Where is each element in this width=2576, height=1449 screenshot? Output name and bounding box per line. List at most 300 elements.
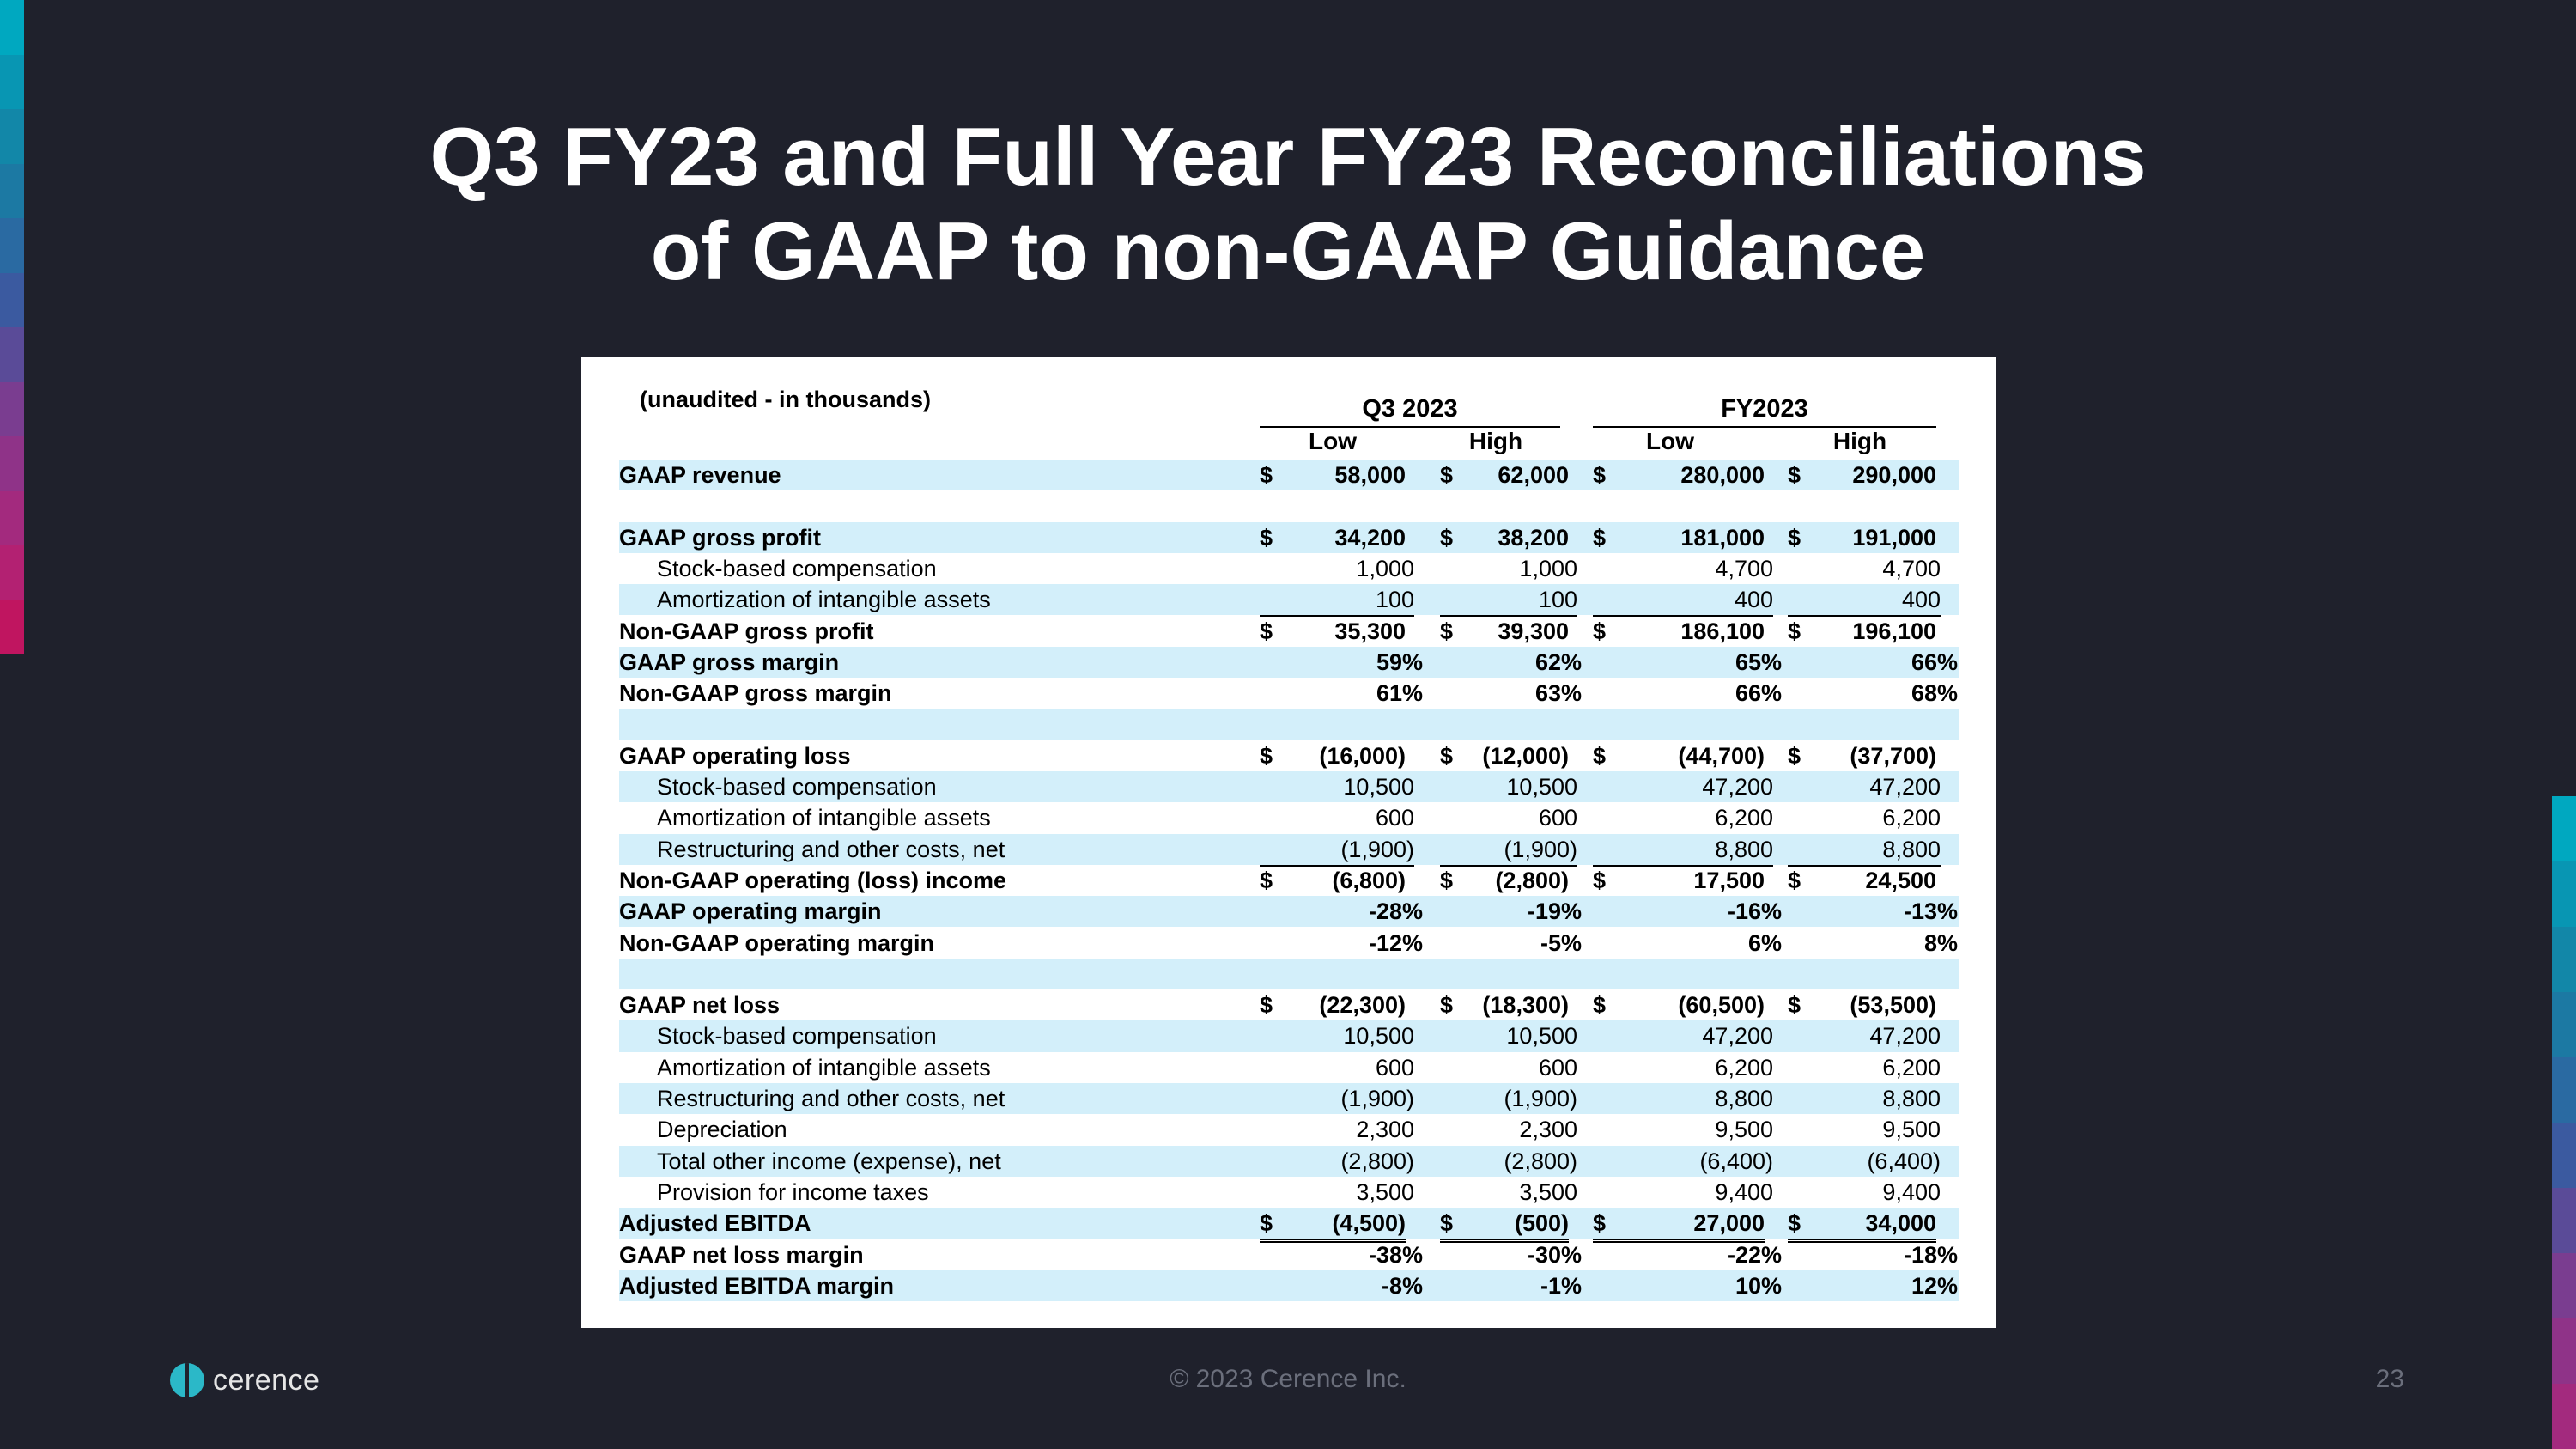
value-cell <box>1440 1020 1577 1051</box>
dollar-sign: $ <box>1593 1210 1607 1237</box>
cell-value: 9,500 <box>1715 1117 1773 1143</box>
row-label: Stock-based compensation <box>657 555 937 581</box>
value-cell <box>1440 553 1577 584</box>
value-cell <box>1593 460 1765 490</box>
value-cell <box>1260 834 1414 867</box>
strip-segment <box>2552 992 2576 1057</box>
value-cell <box>1593 1177 1773 1209</box>
value-cell <box>1788 553 1941 584</box>
value-cell <box>1440 1270 1582 1301</box>
value-cell <box>1440 616 1569 651</box>
value-cell <box>1260 1114 1414 1145</box>
value-cell <box>1788 1020 1941 1051</box>
table-row <box>619 834 1959 865</box>
value-cell <box>1440 1083 1577 1114</box>
value-cell <box>1593 1020 1773 1051</box>
strip-segment <box>2552 1123 2576 1188</box>
value-cell <box>1788 1114 1941 1145</box>
dollar-sign: $ <box>1788 867 1801 893</box>
table-row <box>619 1052 1959 1083</box>
title-line-2: of GAAP to non-GAAP Guidance <box>650 205 1926 297</box>
dollar-sign: $ <box>1260 524 1273 551</box>
strip-segment <box>2552 796 2576 861</box>
row-label: Adjusted EBITDA margin <box>619 1272 895 1299</box>
unaudited-note: (unaudited - in thousands) <box>640 387 931 412</box>
cell-value: -19% <box>1527 898 1582 925</box>
dollar-sign: $ <box>1440 618 1454 644</box>
value-cell <box>1440 865 1569 900</box>
cell-value: 6,200 <box>1882 1054 1941 1081</box>
cell-value: -30% <box>1527 1241 1582 1268</box>
row-label: GAAP operating loss <box>619 742 851 769</box>
value-cell <box>1788 1177 1941 1209</box>
table-row <box>619 709 1959 740</box>
value-cell <box>1440 1114 1577 1145</box>
value-cell <box>1593 1146 1773 1177</box>
cell-value: -38% <box>1368 1241 1423 1268</box>
table-row <box>619 1239 1959 1270</box>
strip-segment <box>0 545 24 600</box>
dollar-sign: $ <box>1788 462 1801 488</box>
dollar-sign: $ <box>1593 462 1607 488</box>
value-cell <box>1788 771 1941 802</box>
cell-value: 68% <box>1911 680 1958 707</box>
dollar-sign: $ <box>1260 462 1273 488</box>
cell-value: -1% <box>1540 1272 1582 1299</box>
value-cell <box>1260 1146 1414 1177</box>
dollar-sign: $ <box>1788 618 1801 644</box>
cell-value: 8,800 <box>1715 1086 1773 1111</box>
table-row <box>619 740 1959 771</box>
cell-value: 1,000 <box>1356 555 1414 581</box>
table-row <box>619 490 1959 521</box>
value-cell <box>1788 989 1936 1020</box>
cell-value: (44,700) <box>1678 742 1765 769</box>
cell-value: 35,300 <box>1334 618 1406 644</box>
cell-value: 10,500 <box>1343 1023 1414 1050</box>
cell-value: (6,400) <box>1867 1148 1941 1174</box>
value-cell <box>1260 802 1414 833</box>
reconciliation-table <box>581 357 1996 1328</box>
strip-segment <box>0 491 24 546</box>
cell-value: 10% <box>1735 1272 1782 1299</box>
value-cell <box>1593 834 1773 867</box>
copyright: © 2023 Cerence Inc. <box>1170 1365 1406 1393</box>
row-label: Restructuring and other costs, net <box>657 836 1005 862</box>
value-cell <box>1260 647 1423 678</box>
value-cell <box>1593 1052 1773 1083</box>
table-row <box>619 989 1959 1020</box>
value-cell <box>1440 1052 1577 1083</box>
cell-value: (1,900) <box>1340 1086 1414 1111</box>
value-cell <box>1593 616 1765 651</box>
cell-value: 65% <box>1735 648 1782 675</box>
strip-segment <box>0 218 24 273</box>
cell-value: 4,700 <box>1715 555 1773 581</box>
value-cell <box>1788 1270 1958 1301</box>
cell-value: 66% <box>1735 680 1782 707</box>
subheader-q3-low: Low <box>1309 428 1357 454</box>
value-cell <box>1788 522 1936 553</box>
cell-value: (18,300) <box>1482 992 1569 1019</box>
value-cell <box>1593 740 1765 771</box>
cell-value: 600 <box>1538 1054 1577 1081</box>
value-cell <box>1593 1270 1782 1301</box>
value-cell <box>1788 1239 1958 1270</box>
value-cell <box>1440 1146 1577 1177</box>
dollar-sign: $ <box>1788 742 1801 769</box>
strip-segment <box>0 382 24 437</box>
value-cell <box>1260 584 1414 617</box>
value-cell <box>1440 1177 1577 1209</box>
value-cell <box>1788 647 1958 678</box>
cell-value: 290,000 <box>1852 462 1936 488</box>
cell-value: (2,800) <box>1504 1148 1577 1174</box>
cell-value: 9,400 <box>1882 1178 1941 1205</box>
dollar-sign: $ <box>1440 462 1454 488</box>
value-cell <box>1788 1083 1941 1114</box>
value-cell <box>1260 865 1406 900</box>
value-cell <box>1440 989 1569 1020</box>
value-cell <box>1593 865 1765 900</box>
value-cell <box>1593 1208 1765 1243</box>
dollar-sign: $ <box>1593 742 1607 769</box>
strip-segment <box>2552 1057 2576 1123</box>
cell-value: 47,200 <box>1869 1023 1941 1050</box>
dollar-sign: $ <box>1788 524 1801 551</box>
logo-wordmark: cerence <box>213 1363 320 1397</box>
cell-value: 280,000 <box>1680 462 1765 488</box>
value-cell <box>1593 771 1773 802</box>
strip-segment <box>0 327 24 382</box>
value-cell <box>1440 928 1582 959</box>
cell-value: 47,200 <box>1702 774 1773 800</box>
row-label: GAAP operating margin <box>619 898 882 925</box>
cell-value: 600 <box>1375 1054 1414 1081</box>
value-cell <box>1440 522 1569 553</box>
strip-segment <box>2552 1253 2576 1318</box>
value-cell <box>1260 460 1406 490</box>
value-cell <box>1593 522 1765 553</box>
cell-value: 62% <box>1534 648 1582 675</box>
value-cell <box>1788 802 1941 833</box>
cerence-logo-icon <box>170 1363 204 1397</box>
table-row <box>619 1083 1959 1114</box>
table-row <box>619 616 1959 647</box>
table-row <box>619 553 1959 584</box>
strip-segment <box>2552 1188 2576 1253</box>
row-label: Provision for income taxes <box>657 1178 929 1205</box>
subheader-fy-high: High <box>1832 428 1887 454</box>
cell-value: -12% <box>1368 929 1423 956</box>
strip-segment <box>2552 1318 2576 1384</box>
table-row <box>619 1208 1959 1239</box>
cell-value: (22,300) <box>1319 992 1406 1019</box>
dollar-sign: $ <box>1593 524 1607 551</box>
value-cell <box>1440 740 1569 771</box>
cell-value: 3,500 <box>1356 1178 1414 1205</box>
row-label: GAAP gross profit <box>619 524 822 551</box>
dollar-sign: $ <box>1440 524 1454 551</box>
cell-value: 8,800 <box>1882 836 1941 862</box>
cell-value: 38,200 <box>1498 524 1569 551</box>
table-row <box>619 865 1959 896</box>
cell-value: 9,400 <box>1715 1178 1773 1205</box>
row-label: GAAP net loss margin <box>619 1241 864 1268</box>
row-label: GAAP revenue <box>619 462 781 488</box>
cell-value: (2,800) <box>1495 867 1569 893</box>
cell-value: 58,000 <box>1334 462 1406 488</box>
cell-value: 400 <box>1901 587 1941 613</box>
value-cell <box>1788 584 1941 617</box>
cell-value: (6,400) <box>1699 1148 1773 1174</box>
cell-value: 191,000 <box>1852 524 1936 551</box>
value-cell <box>1260 1052 1414 1083</box>
cell-value: -22% <box>1727 1241 1782 1268</box>
dollar-sign: $ <box>1440 742 1454 769</box>
value-cell <box>1440 896 1582 927</box>
table-row <box>619 802 1959 833</box>
value-cell <box>1260 616 1406 651</box>
cell-value: 66% <box>1911 648 1958 675</box>
cell-value: 6,200 <box>1882 805 1941 831</box>
table-row <box>619 959 1959 989</box>
value-cell <box>1440 1239 1582 1270</box>
strip-segment <box>0 55 24 110</box>
cell-value: 6% <box>1747 929 1782 956</box>
dollar-sign: $ <box>1593 992 1607 1019</box>
cell-value: 62,000 <box>1498 462 1569 488</box>
value-cell <box>1260 1020 1414 1051</box>
value-cell <box>1593 647 1782 678</box>
right-gradient-strip <box>2552 796 2576 1449</box>
group-header-q3: Q3 2023 <box>1260 395 1560 428</box>
cell-value: 27,000 <box>1693 1210 1765 1237</box>
row-label: Non-GAAP gross profit <box>619 618 874 644</box>
table-row <box>619 1114 1959 1145</box>
cell-value: -13% <box>1903 898 1958 925</box>
row-label: Non-GAAP gross margin <box>619 680 892 707</box>
value-cell <box>1260 1208 1406 1243</box>
row-label: Restructuring and other costs, net <box>657 1086 1005 1111</box>
table-row <box>619 1146 1959 1177</box>
value-cell <box>1260 553 1414 584</box>
cell-value: 10,500 <box>1506 774 1577 800</box>
dollar-sign: $ <box>1440 992 1454 1019</box>
table-row <box>619 1020 1959 1051</box>
cell-value: (500) <box>1514 1210 1569 1237</box>
value-cell <box>1440 460 1569 490</box>
cerence-logo <box>170 1362 319 1398</box>
group-header-fy: FY2023 <box>1593 395 1936 428</box>
table-row <box>619 584 1959 615</box>
value-cell <box>1788 928 1958 959</box>
table-row <box>619 647 1959 678</box>
cell-value: 12% <box>1911 1272 1958 1299</box>
value-cell <box>1440 678 1582 709</box>
cell-value: 196,100 <box>1852 618 1936 644</box>
cell-value: 47,200 <box>1702 1023 1773 1050</box>
cell-value: 6,200 <box>1715 805 1773 831</box>
value-cell <box>1788 678 1958 709</box>
table-row <box>619 678 1959 709</box>
dollar-sign: $ <box>1260 742 1273 769</box>
cell-value: 4,700 <box>1882 555 1941 581</box>
value-cell <box>1440 1208 1569 1243</box>
subheader-fy-low: Low <box>1646 428 1694 454</box>
cell-value: 2,300 <box>1356 1117 1414 1143</box>
cell-value: 8,800 <box>1882 1086 1941 1111</box>
value-cell <box>1260 771 1414 802</box>
dollar-sign: $ <box>1440 867 1454 893</box>
cell-value: (12,000) <box>1482 742 1569 769</box>
value-cell <box>1788 740 1936 771</box>
value-cell <box>1788 616 1936 651</box>
value-cell <box>1440 771 1577 802</box>
row-label: Non-GAAP operating margin <box>619 929 935 956</box>
cell-value: (16,000) <box>1319 742 1406 769</box>
value-cell <box>1788 1052 1941 1083</box>
left-gradient-strip <box>0 0 24 654</box>
cell-value: -5% <box>1540 929 1582 956</box>
value-cell <box>1788 865 1936 900</box>
cell-value: 600 <box>1375 805 1414 831</box>
value-cell <box>1788 1208 1936 1243</box>
value-cell <box>1788 834 1941 867</box>
value-cell <box>1593 1114 1773 1145</box>
cell-value: (60,500) <box>1678 992 1765 1019</box>
value-cell <box>1260 1083 1414 1114</box>
cell-value: (37,700) <box>1850 742 1936 769</box>
value-cell <box>1593 928 1782 959</box>
value-cell <box>1260 522 1406 553</box>
strip-segment <box>0 600 24 655</box>
table-row <box>619 1270 1959 1301</box>
cell-value: -8% <box>1381 1272 1423 1299</box>
cell-value: 9,500 <box>1882 1117 1941 1143</box>
value-cell <box>1788 460 1936 490</box>
row-label: Stock-based compensation <box>657 774 937 800</box>
row-label: Amortization of intangible assets <box>657 805 991 831</box>
dollar-sign: $ <box>1260 992 1273 1019</box>
row-label: Total other income (expense), net <box>657 1148 1001 1174</box>
cell-value: 1,000 <box>1519 555 1577 581</box>
cell-value: 100 <box>1375 587 1414 613</box>
row-label: Stock-based compensation <box>657 1023 937 1050</box>
cell-value: 400 <box>1734 587 1773 613</box>
strip-segment <box>0 436 24 491</box>
strip-segment <box>2552 927 2576 992</box>
cell-value: 100 <box>1538 587 1577 613</box>
dollar-sign: $ <box>1260 618 1273 644</box>
cell-value: 17,500 <box>1693 867 1765 893</box>
value-cell <box>1788 896 1958 927</box>
value-cell <box>1260 928 1423 959</box>
row-label: Depreciation <box>657 1117 787 1143</box>
strip-segment <box>0 164 24 219</box>
cell-value: 61% <box>1376 680 1423 707</box>
value-cell <box>1260 989 1406 1020</box>
value-cell <box>1440 647 1582 678</box>
cell-value: 34,200 <box>1334 524 1406 551</box>
cell-value: (1,900) <box>1504 1086 1577 1111</box>
row-label: GAAP gross margin <box>619 648 840 675</box>
cell-value: 63% <box>1534 680 1582 707</box>
page-number: 23 <box>2375 1365 2404 1393</box>
dollar-sign: $ <box>1260 1210 1273 1237</box>
row-label: Amortization of intangible assets <box>657 587 991 613</box>
value-cell <box>1593 584 1773 617</box>
title-line-1: Q3 FY23 and Full Year FY23 Reconciliations <box>429 111 2147 203</box>
value-cell <box>1593 1083 1773 1114</box>
cell-value: 10,500 <box>1506 1023 1577 1050</box>
dollar-sign: $ <box>1260 867 1273 893</box>
strip-segment <box>2552 861 2576 927</box>
strip-segment <box>0 0 24 55</box>
value-cell <box>1440 834 1577 867</box>
cell-value: (1,900) <box>1504 836 1577 862</box>
cell-value: 39,300 <box>1498 618 1569 644</box>
cell-value: (4,500) <box>1332 1210 1406 1237</box>
strip-segment <box>2552 1384 2576 1449</box>
table-row <box>619 896 1959 927</box>
value-cell <box>1260 678 1423 709</box>
value-cell <box>1260 1239 1423 1270</box>
dollar-sign: $ <box>1593 618 1607 644</box>
table-row <box>619 522 1959 553</box>
row-label: Amortization of intangible assets <box>657 1054 991 1081</box>
cell-value: 8% <box>1923 929 1958 956</box>
cell-value: 34,000 <box>1865 1210 1936 1237</box>
value-cell <box>1593 1239 1782 1270</box>
cell-value: 186,100 <box>1680 618 1765 644</box>
cell-value: (53,500) <box>1850 992 1936 1019</box>
cell-value: (2,800) <box>1340 1148 1414 1174</box>
cell-value: 47,200 <box>1869 774 1941 800</box>
value-cell <box>1593 553 1773 584</box>
cell-value: (6,800) <box>1332 867 1406 893</box>
row-label: Non-GAAP operating (loss) income <box>619 867 1007 893</box>
value-cell <box>1593 989 1765 1020</box>
cell-value: 181,000 <box>1680 524 1765 551</box>
dollar-sign: $ <box>1788 1210 1801 1237</box>
cell-value: (1,900) <box>1340 836 1414 862</box>
cell-value: 59% <box>1376 648 1423 675</box>
value-cell <box>1440 584 1577 617</box>
cell-value: 6,200 <box>1715 1054 1773 1081</box>
cell-value: 3,500 <box>1519 1178 1577 1205</box>
cell-value: 8,800 <box>1715 836 1773 862</box>
cell-value: -28% <box>1368 898 1423 925</box>
cell-value: 2,300 <box>1519 1117 1577 1143</box>
slide-title <box>129 110 2447 299</box>
value-cell <box>1260 740 1406 771</box>
table-row <box>619 928 1959 959</box>
value-cell <box>1260 1177 1414 1209</box>
value-cell <box>1593 896 1782 927</box>
table-row <box>619 1177 1959 1208</box>
row-label: Adjusted EBITDA <box>619 1210 811 1237</box>
value-cell <box>1440 802 1577 833</box>
strip-segment <box>0 273 24 328</box>
cell-value: -16% <box>1727 898 1782 925</box>
row-label: GAAP net loss <box>619 992 781 1019</box>
strip-segment <box>0 109 24 164</box>
value-cell <box>1593 678 1782 709</box>
value-cell <box>1593 802 1773 833</box>
dollar-sign: $ <box>1593 867 1607 893</box>
cell-value: 10,500 <box>1343 774 1414 800</box>
